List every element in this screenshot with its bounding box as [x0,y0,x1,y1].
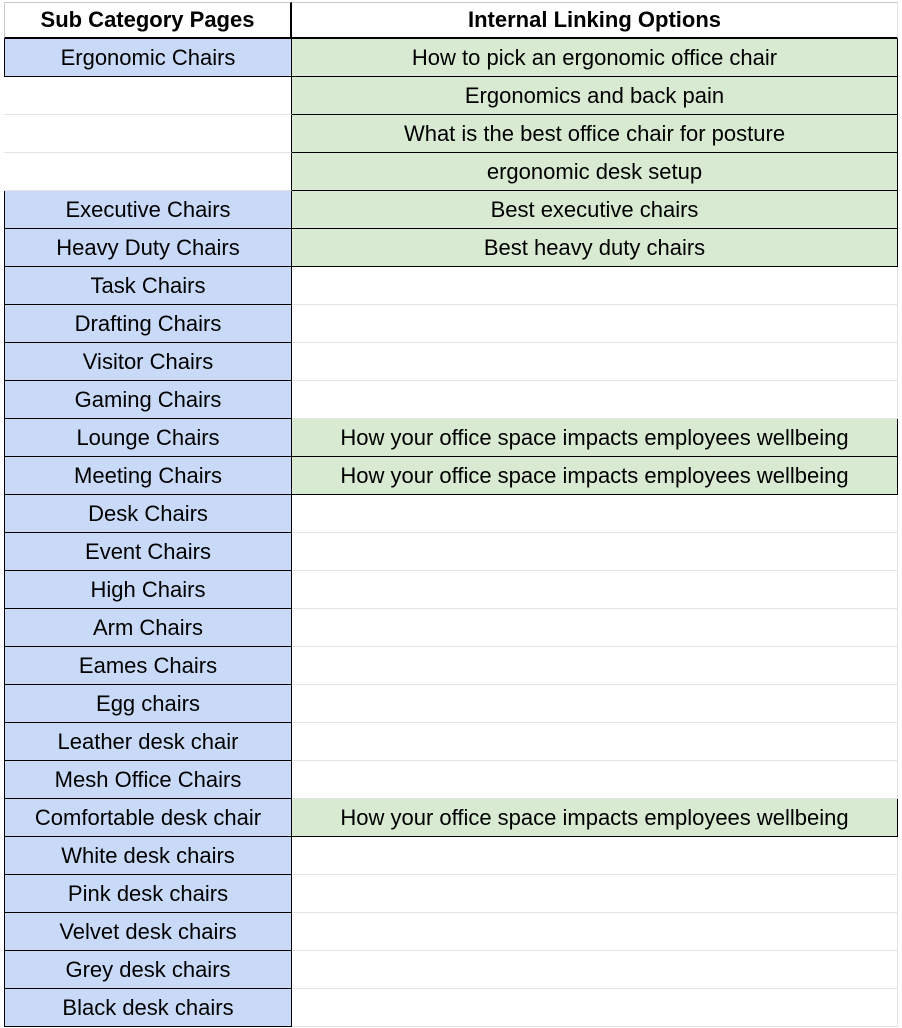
header-internal-linking-options[interactable]: Internal Linking Options [292,2,898,39]
sub-category-cell[interactable]: Eames Chairs [4,647,292,685]
table-row [4,609,898,647]
table-row [4,533,898,571]
sub-category-cell[interactable]: High Chairs [4,571,292,609]
sub-category-cell[interactable]: Mesh Office Chairs [4,761,292,799]
table-row [4,723,898,761]
table-row [4,305,898,343]
internal-link-cell[interactable] [292,723,898,761]
table-row [4,495,898,533]
internal-link-cell[interactable] [292,913,898,951]
table-row [4,761,898,799]
table-body [4,39,898,1027]
table-row [4,875,898,913]
sub-category-cell[interactable]: Ergonomic Chairs [4,39,292,77]
internal-link-cell[interactable] [292,837,898,875]
internal-link-cell[interactable] [292,495,898,533]
internal-link-cell[interactable] [292,761,898,799]
table-row [4,153,898,191]
sub-category-cell[interactable]: Lounge Chairs [4,419,292,457]
sub-category-cell[interactable]: Meeting Chairs [4,457,292,495]
sub-category-cell[interactable]: Pink desk chairs [4,875,292,913]
header-sub-category-pages[interactable]: Sub Category Pages [4,2,292,39]
table-row [4,77,898,115]
sub-category-cell[interactable] [4,153,292,191]
internal-link-cell[interactable]: Best executive chairs [292,191,898,229]
internal-link-cell[interactable] [292,305,898,343]
table-row [4,837,898,875]
table-row [4,115,898,153]
sub-category-cell[interactable]: Desk Chairs [4,495,292,533]
table-row [4,951,898,989]
sub-category-cell[interactable]: Black desk chairs [4,989,292,1027]
internal-link-cell[interactable]: How your office space impacts employees wellbeing [292,419,898,457]
sub-category-cell[interactable]: Heavy Duty Chairs [4,229,292,267]
table-row [4,267,898,305]
table-row [4,39,898,77]
internal-link-cell[interactable] [292,685,898,723]
table-row [4,913,898,951]
sub-category-cell[interactable] [4,115,292,153]
sub-category-cell[interactable]: Task Chairs [4,267,292,305]
internal-link-cell[interactable] [292,343,898,381]
table-row [4,571,898,609]
header-row [4,2,898,39]
sub-category-cell[interactable]: Drafting Chairs [4,305,292,343]
internal-link-cell[interactable]: How to pick an ergonomic office chair [292,39,898,77]
internal-link-cell[interactable] [292,571,898,609]
sub-category-cell[interactable]: Gaming Chairs [4,381,292,419]
table-row [4,191,898,229]
sub-category-cell[interactable]: White desk chairs [4,837,292,875]
table-row [4,419,898,457]
sub-category-cell[interactable]: Velvet desk chairs [4,913,292,951]
sub-category-cell[interactable]: Comfortable desk chair [4,799,292,837]
table-row [4,685,898,723]
table-row [4,799,898,837]
internal-link-cell[interactable] [292,989,898,1027]
sub-category-cell[interactable]: Visitor Chairs [4,343,292,381]
internal-link-cell[interactable]: How your office space impacts employees wellbeing [292,799,898,837]
spreadsheet-table [4,2,898,1027]
internal-link-cell[interactable]: Best heavy duty chairs [292,229,898,267]
table-row [4,229,898,267]
sub-category-cell[interactable]: Leather desk chair [4,723,292,761]
internal-link-cell[interactable]: What is the best office chair for posture [292,115,898,153]
sub-category-cell[interactable]: Executive Chairs [4,191,292,229]
table-row [4,381,898,419]
sub-category-cell[interactable]: Grey desk chairs [4,951,292,989]
table-row [4,647,898,685]
internal-link-cell[interactable]: Ergonomics and back pain [292,77,898,115]
sub-category-cell[interactable]: Arm Chairs [4,609,292,647]
internal-link-cell[interactable] [292,381,898,419]
table-row [4,989,898,1027]
internal-link-cell[interactable] [292,267,898,305]
internal-link-cell[interactable] [292,875,898,913]
table-row [4,457,898,495]
sub-category-cell[interactable]: Event Chairs [4,533,292,571]
sub-category-cell[interactable]: Egg chairs [4,685,292,723]
internal-link-cell[interactable] [292,533,898,571]
sub-category-cell[interactable] [4,77,292,115]
table-row [4,343,898,381]
internal-link-cell[interactable] [292,609,898,647]
internal-link-cell[interactable] [292,951,898,989]
internal-link-cell[interactable]: ergonomic desk setup [292,153,898,191]
internal-link-cell[interactable]: How your office space impacts employees wellbeing [292,457,898,495]
internal-link-cell[interactable] [292,647,898,685]
